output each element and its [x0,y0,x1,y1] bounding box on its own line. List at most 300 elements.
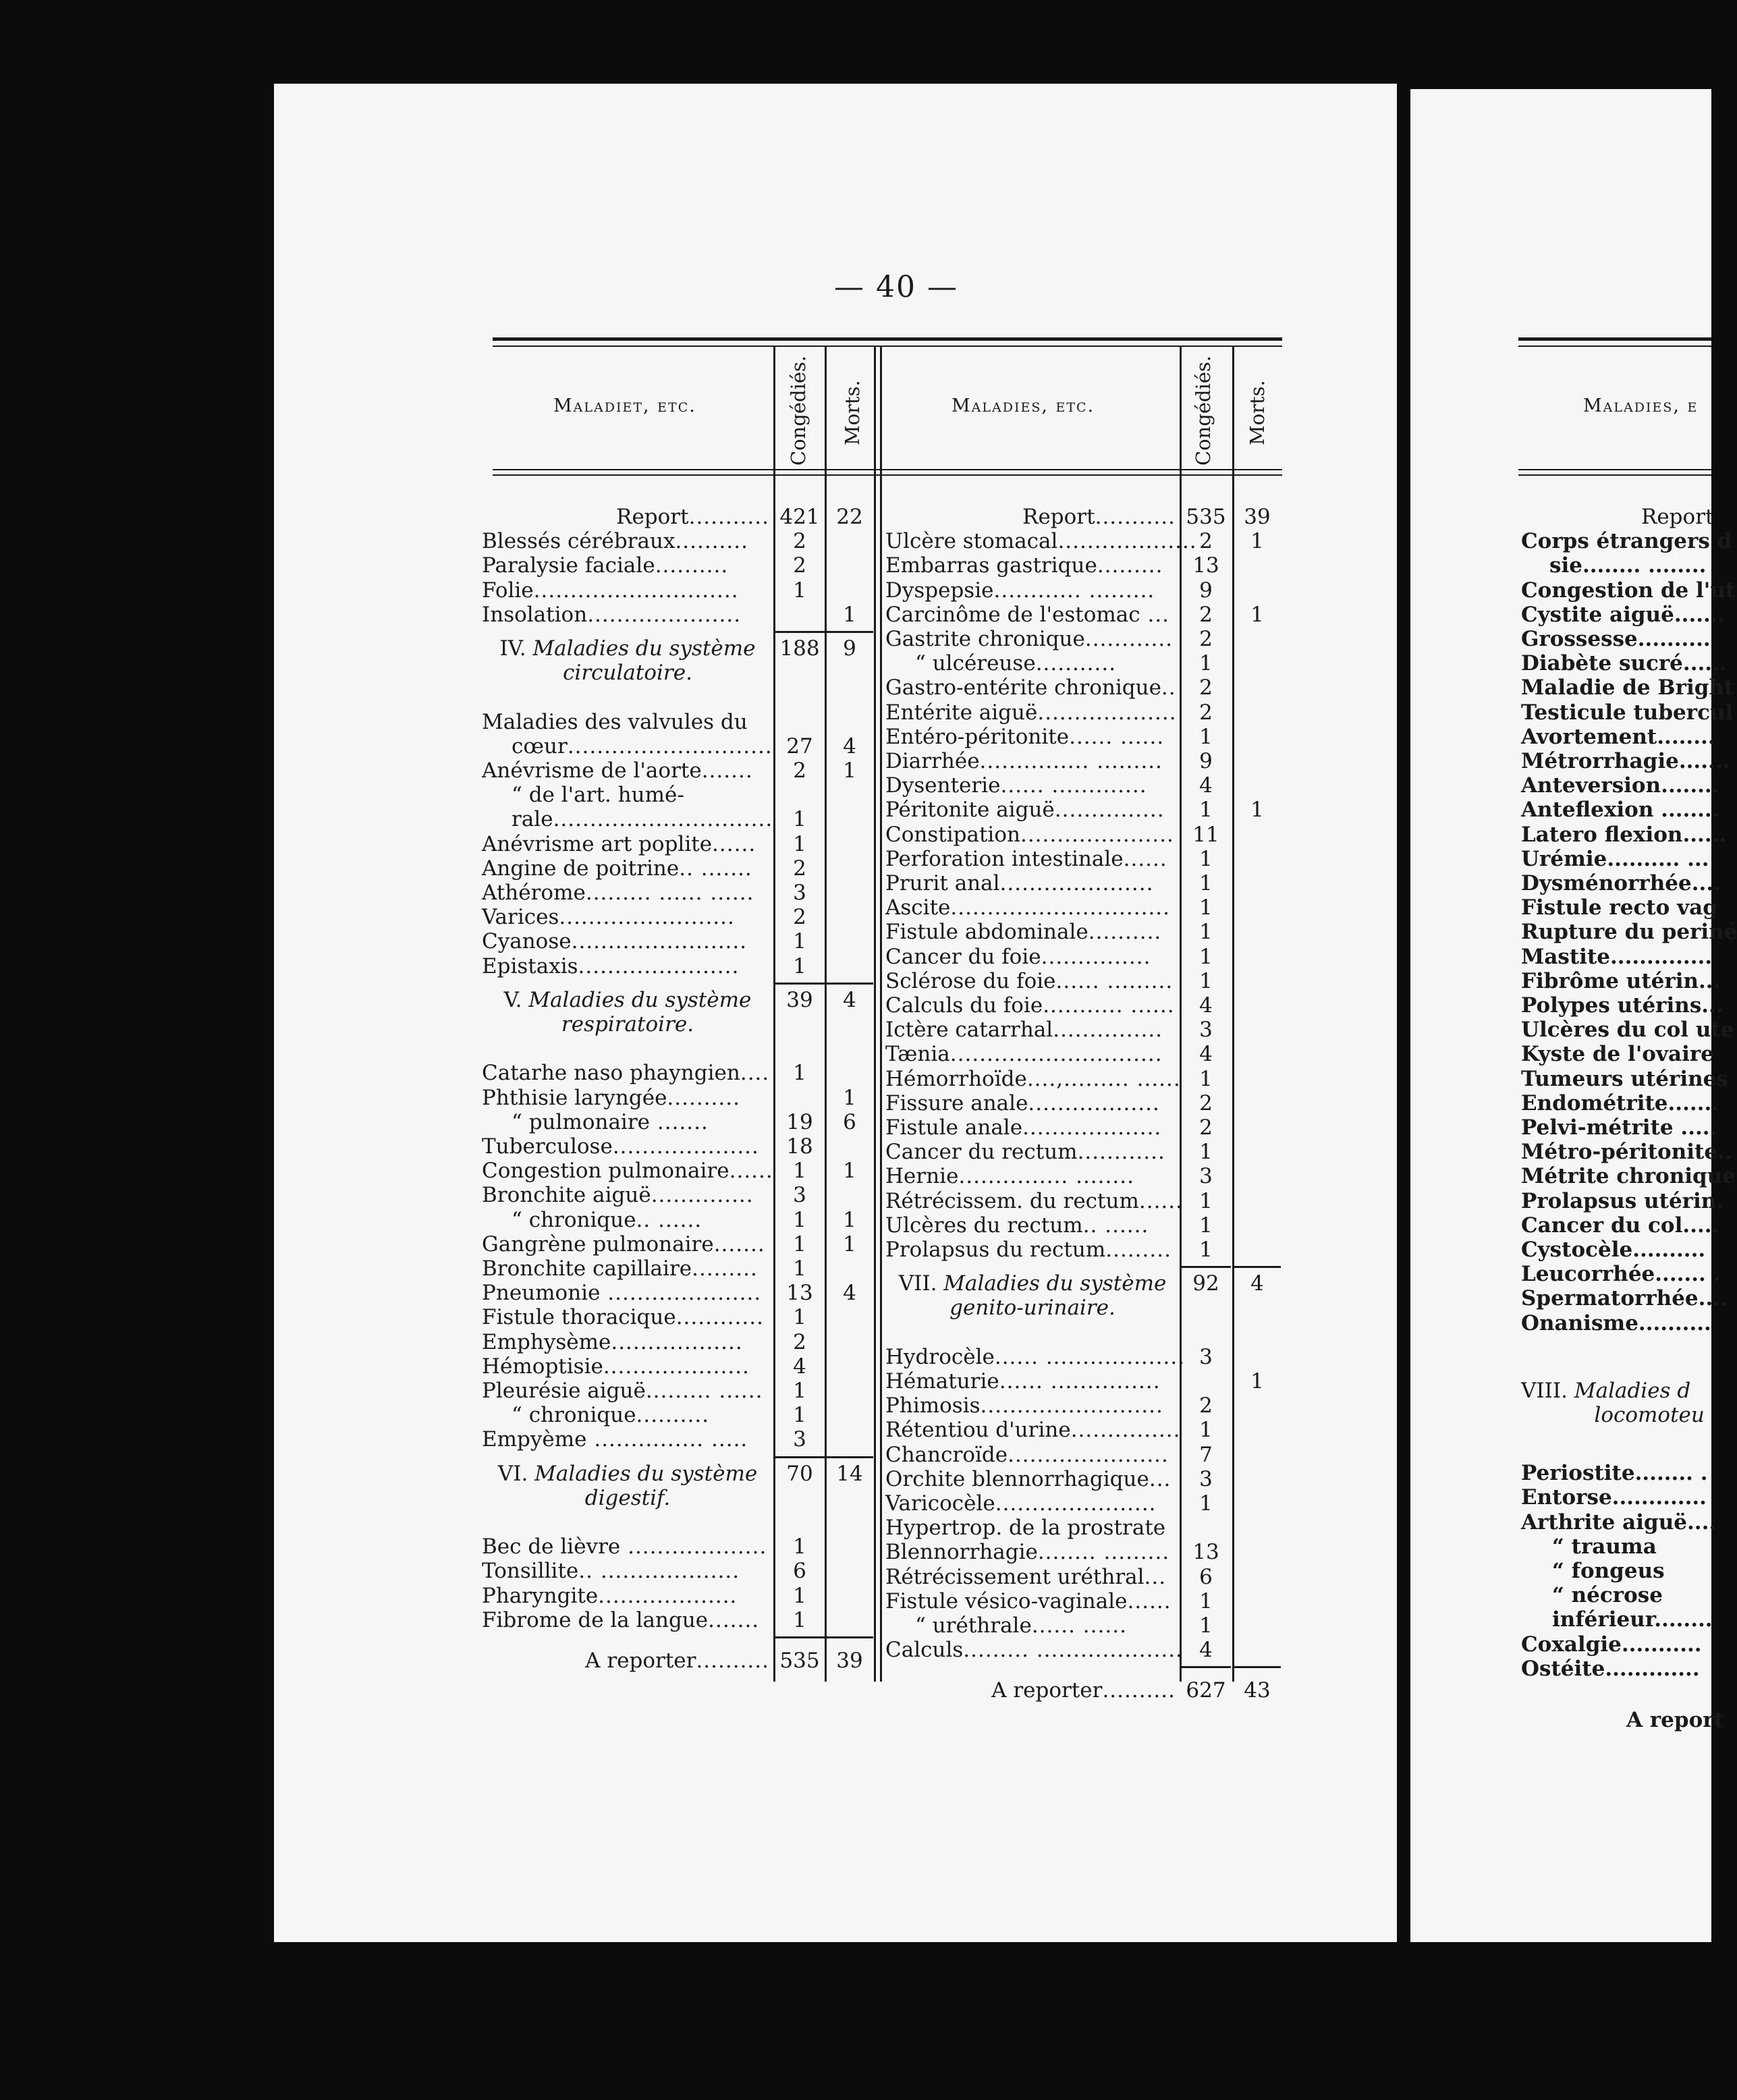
leader-dots: ................... [620,1535,767,1559]
congedies-value: 1 [1199,724,1213,749]
congedies-value: 1 [1199,871,1213,895]
congedies-value: 13 [1192,553,1219,578]
right-column-row: Cancer du col..... [1521,1213,1719,1238]
disease-label [482,553,773,578]
congedies-value: 3 [793,881,806,905]
section-congedies-total: 188 [779,636,820,661]
congedies-value: 2 [1199,602,1213,627]
table-row [885,945,1279,969]
right-column-row: inférieur........ [1552,1607,1713,1632]
leader-dots: ....... [701,758,753,783]
label-text: Hémoptisie [482,1354,603,1379]
sum-rule [1181,1666,1231,1668]
leader-dots: ............................ [533,578,739,603]
table-row [482,881,872,905]
label-text: Dysenterie [885,773,1001,798]
section-heading [482,636,773,685]
disease-label [482,1134,773,1159]
disease-label [482,954,773,978]
disease-label [482,758,773,783]
table-row [885,1565,1279,1589]
leader-dots: ............................ [567,734,773,758]
morts-value: 1 [1250,1369,1264,1393]
congedies-value: 2 [793,529,806,554]
sum-rule [1181,1266,1231,1268]
label-text: rale [512,807,553,832]
morts-value: 1 [843,1159,856,1184]
label-text: Tonsillite [482,1559,579,1584]
label-text: Cyanose [482,929,572,954]
table-row [885,1115,1279,1140]
top-rule-thin [493,346,1282,347]
right-column-row: Cystocèle.......... [1521,1238,1706,1262]
table-row [482,832,872,856]
table-row [885,920,1279,944]
label-text: Athérome [482,881,586,905]
disease-label [482,505,773,529]
leader-dots: ...... ...... [1031,1613,1127,1638]
morts-value: 4 [843,1281,856,1306]
right-column-row: Coxalgie........... [1521,1632,1702,1657]
disease-label [885,725,1180,749]
disease-label [885,1067,1180,1091]
congedies-value: 1 [1199,1140,1213,1165]
leader-dots: ....... [713,1232,765,1256]
right-column-row: Onanisme.......... [1521,1310,1711,1335]
leader-dots: .. ....... [679,856,752,881]
label-text: Emphysème [482,1329,611,1354]
disease-label [482,1183,773,1207]
disease-label [885,1467,1180,1491]
label-text: Rétrécissement uréthral [885,1564,1145,1589]
leader-dots: ...... [1138,1188,1183,1213]
table-row [482,1281,872,1305]
congedies-value: 1 [1199,895,1213,920]
col-divider [874,347,876,1682]
section-heading [885,1271,1180,1320]
right-column-row: Dysménorrhée.... [1521,871,1721,895]
table-row [885,675,1279,700]
leader-dots: .......... [1102,1678,1176,1703]
disease-label [885,1369,1180,1393]
table-row [482,1256,872,1281]
label-text: Varicocèle [885,1491,995,1516]
disease-label [482,734,803,758]
section-title: circulatoire. [563,661,692,685]
table-row [482,1608,872,1632]
label-text: A reporter [991,1678,1103,1703]
top-rule-thick [493,337,1282,341]
table-row [482,1330,872,1354]
congedies-value: 1 [1199,1588,1213,1613]
label-text: Congestion pulmonaire [482,1159,729,1184]
congedies-value: 1 [793,1159,806,1184]
label-text: Hémorrhoïde [885,1066,1027,1091]
right-column-header: Maladies, e [1583,395,1699,416]
right-column-row: sie........ ........ [1549,553,1707,578]
disease-label [885,1344,1186,1369]
leader-dots: ..................... [587,602,742,627]
leader-dots: .......... [655,553,729,578]
section-numeral: VI. [497,1461,535,1486]
label-text: Phthisie laryngée [482,1085,667,1110]
disease-label [482,832,773,856]
congedies-value: 13 [1192,1540,1219,1565]
right-column-row: Corps étrangers d [1521,529,1732,554]
disease-label [885,920,1180,944]
label-text: Fistule anale [885,1115,1023,1140]
label-text: Cancer du foie [885,944,1041,969]
congedies-value: 1 [1199,944,1213,969]
leader-dots: ...... [1127,1588,1171,1613]
label-text: Gastro-entérite chronique [885,675,1161,700]
right-column-row: Anteflexion ........ [1521,798,1719,823]
disease-label [885,1164,1180,1188]
sum-rule [826,1456,873,1458]
leader-dots: .................... [603,1354,750,1379]
congedies-value: 1 [793,929,806,954]
congedies-value: 9 [1199,749,1213,773]
leader-dots: ...... ......... [1055,968,1174,993]
page-gutter [1397,84,1410,1942]
congedies-value: 6 [793,1559,806,1584]
congedies-value: 2 [793,905,806,930]
disease-label [482,1256,773,1281]
table-row [482,1584,872,1608]
right-column-row: Métrorrhagie....... [1521,749,1730,773]
label-text: Bec de lièvre [482,1535,621,1559]
section-title: Maladies du système [534,1461,758,1486]
leader-dots: .. [1161,675,1176,700]
table-row [482,553,872,578]
leader-dots: .......... [696,1649,769,1673]
disease-label [885,1042,1180,1066]
leader-dots: ......... ...... [645,1379,763,1403]
right-section-heading [1521,1379,1705,1427]
disease-label [885,1638,1183,1663]
congedies-value: 3 [793,1427,806,1452]
table-row [482,1086,872,1110]
congedies-value: 2 [1199,1393,1213,1418]
label-text: Tænia [885,1042,950,1067]
leader-dots: ......... [692,1256,758,1281]
right-column-row: “ nécrose [1552,1583,1663,1608]
section-congedies-total: 92 [1192,1271,1219,1296]
disease-label [885,1443,1180,1467]
table-row [885,1491,1279,1516]
congedies-value: 4 [1199,993,1213,1018]
leader-dots: ... [1149,1466,1171,1491]
right-column-row: Ulcères du col ute [1521,1018,1734,1043]
morts-value: 1 [843,1207,856,1232]
leader-dots: ...... [729,1159,773,1184]
congedies-value: 4 [1199,1638,1213,1663]
leader-dots: ............... [1070,1418,1181,1443]
congedies-value: 1 [793,1256,806,1281]
label-text: Angine de poitrine [482,856,680,881]
disease-label [885,1516,1180,1540]
section-title: respiratoire. [561,1012,694,1037]
leader-dots: ............ [1084,627,1174,651]
section-morts-total: 14 [836,1461,863,1486]
leader-dots: ...... ............. [1000,773,1147,798]
disease-label [885,1140,1180,1164]
morts-value: 22 [836,505,863,529]
leader-dots: ...... [1123,846,1167,871]
congedies-value: 4 [793,1354,806,1379]
table-row [482,710,872,734]
right-reporter: A report [1626,1708,1724,1732]
congedies-value: 1 [793,807,806,832]
congedies-value: 1 [1199,1491,1213,1516]
left-column-header: Maladiet, etc. [553,395,696,416]
disease-label [482,529,773,553]
leader-dots: ...................... [578,954,740,978]
disease-label [885,553,1180,578]
section-morts-total: 4 [1250,1271,1264,1296]
table-row [482,1208,872,1232]
sum-rule [1234,1666,1281,1668]
label-text: Fibrome de la langue [482,1607,709,1632]
right-column-row: Pelvi-métrite ..... [1521,1115,1717,1140]
indent [1521,1403,1594,1427]
left-morts-header: Morts. [841,380,864,445]
middle-morts-header: Morts. [1246,380,1269,445]
section-title: genito-urinaire. [949,1296,1115,1321]
label-text: Orchite blennorrhagique [885,1466,1149,1491]
leader-dots: ...................... [995,1491,1157,1516]
middle-congedies-header: Congédiés. [1192,355,1215,466]
congedies-value: 1 [1199,1238,1213,1262]
label-text: Blessés cérébraux [482,529,676,554]
section-title: Maladies du système [528,987,752,1012]
congedies-value: 1 [1199,1213,1213,1238]
table-row [885,1345,1279,1369]
leader-dots: ............ ......... [993,578,1155,603]
label-text: Paralysie faciale [482,553,655,578]
label-text: Chancroïde [885,1442,1008,1467]
leader-dots: ............ [676,1305,764,1330]
right-header-rule-2 [1518,474,1711,476]
congedies-value: 1 [793,1403,806,1428]
leader-dots: .............................. [950,895,1171,920]
disease-label [885,871,1180,895]
morts-value: 1 [843,602,856,627]
congedies-value: 2 [1199,529,1213,554]
section-title: Maladies d [1574,1378,1691,1403]
table-row [885,969,1279,993]
congedies-value: 1 [793,1207,806,1232]
section-numeral: V. [503,987,529,1012]
leader-dots: ... [1140,602,1170,627]
congedies-value: 1 [1199,968,1213,993]
leader-dots: .................... [612,1134,759,1159]
leader-dots: .. ...... [636,1207,702,1232]
disease-label [482,1584,773,1608]
report-row [885,505,1279,529]
table-row [885,1613,1279,1638]
leader-dots: .............................. [553,807,773,832]
table-row [885,700,1279,725]
table-row [482,1061,872,1085]
leader-dots: ........... [1035,651,1117,676]
right-column-row: Fibrôme utérin... [1521,968,1721,993]
disease-label [885,1565,1180,1589]
label-text: Prurit anal [885,871,1000,895]
disease-label [885,749,1180,773]
table-row [482,1379,872,1403]
leader-dots: ......... .................... [963,1638,1183,1663]
leader-dots: ............ [1077,1140,1165,1165]
sum-rule [826,631,873,633]
table-row [885,578,1279,603]
disease-label [482,1232,773,1256]
leader-dots: ...... ...... [1069,724,1165,749]
col-divider [880,347,882,1682]
leader-dots: ......................... [980,1393,1163,1418]
right-column-row: Arthrite aiguë.... [1521,1510,1717,1535]
label-text: Catarhe naso phayngien [482,1061,740,1086]
table-row [885,651,1279,675]
congedies-value: 1 [793,1061,806,1086]
label-text: Anévrisme de l'aorte [482,758,702,783]
reporter-row [885,1678,1279,1703]
right-column-row: Spermatorrhée.... [1521,1286,1728,1311]
disease-label [885,773,1180,798]
leader-dots: ...... ................... [994,1344,1186,1369]
right-column-row: Latero flexion...... [1521,822,1727,847]
disease-label [885,1091,1180,1115]
disease-label [885,945,1180,969]
disease-label [885,1491,1180,1516]
disease-label [482,578,773,603]
table-row [885,798,1279,822]
leader-dots: ............... ..... [586,1427,748,1452]
disease-label [885,505,1180,529]
congedies-value: 1 [1199,1613,1213,1638]
label-text: “ de l'art. humé- [512,783,684,808]
congedies-value: 1 [1199,651,1213,676]
table-row [885,1393,1279,1418]
morts-value: 1 [1250,798,1264,823]
label-text: Hernie [885,1164,959,1189]
label-text: Embarras gastrique [885,553,1097,578]
right-column-row: “ trauma [1552,1534,1657,1559]
morts-value: 1 [843,1232,856,1256]
label-text: Bronchite aiguë [482,1183,651,1208]
disease-label [885,627,1180,651]
leader-dots: ............... [1054,798,1165,823]
table-row [482,954,872,978]
label-text: Ulcère stomacal [885,529,1058,554]
congedies-value: 2 [1199,1090,1213,1115]
label-text: Péritonite aiguë [885,798,1055,823]
label-text: Report [1022,505,1095,529]
leader-dots: .......... [1088,920,1162,945]
sum-rule [775,1456,825,1458]
congedies-value: 3 [1199,1466,1213,1491]
leader-dots: ......... [1105,1238,1171,1262]
disease-label [885,1418,1180,1442]
table-row [885,1443,1279,1467]
table-row [482,807,872,831]
congedies-value: 535 [1186,505,1226,529]
leader-dots: ........... [1095,505,1176,529]
disease-label [482,603,773,627]
disease-label [482,1086,773,1110]
table-row [885,627,1279,651]
right-column-row: Prolapsus utérin. [1521,1188,1724,1213]
table-row [482,783,872,807]
congedies-value: 1 [1199,846,1213,871]
right-column-row: Rupture du periné [1521,920,1737,945]
right-top-rule-thick [1518,337,1711,341]
congedies-value: 421 [779,505,820,529]
leader-dots: ................... [1022,1115,1162,1140]
morts-value: 1 [843,758,856,783]
table-row [885,725,1279,749]
right-column-row: Cystite aiguë....... [1521,602,1726,627]
disease-label [885,1589,1180,1613]
disease-label [482,710,773,734]
label-text: Calculs du foie [885,993,1043,1018]
disease-label [482,929,773,954]
right-column-row: Avortement........ [1521,724,1715,749]
table-row [885,1067,1279,1091]
leader-dots: ..................... [600,1281,762,1306]
disease-label [885,823,1180,847]
right-column-row: Polypes utérins... [1521,993,1724,1018]
left-congedies-header: Congédiés. [787,355,810,466]
congedies-value: 1 [793,954,806,978]
right-column-row: Congestion de l'ut [1521,578,1736,603]
label-text: Entérite aiguë [885,700,1038,725]
leader-dots: ......... [1097,553,1163,578]
section-congedies-total: 70 [786,1461,813,1486]
right-column-row: Entorse............. [1521,1485,1707,1510]
morts-value: 39 [836,1649,863,1673]
label-text: cœur [512,734,568,758]
label-text: Fistule vésico-vaginale [885,1588,1128,1613]
label-text: Rétrécissem. du rectum [885,1188,1139,1213]
congedies-value: 1 [793,831,806,856]
congedies-value: 27 [786,734,813,758]
morts-value: 1 [843,1085,856,1110]
leader-dots: ..................... [999,871,1154,895]
section-congedies-total: 39 [786,987,813,1012]
leader-dots: ..................... [1020,822,1174,847]
congedies-value: 3 [1199,1018,1213,1043]
table-row [482,905,872,929]
table-row [885,1042,1279,1066]
leader-dots: ............... [1041,944,1151,969]
section-title: digestif. [584,1485,671,1510]
section-morts-total: 4 [843,987,856,1012]
table-row [885,1164,1279,1188]
right-column-row: Testicule tubercul [1521,700,1734,725]
congedies-value: 1 [793,1305,806,1330]
label-text: Blennorrhagie [885,1540,1038,1565]
table-row [885,773,1279,798]
right-column-row: Métrite chronique [1521,1164,1736,1189]
reporter-row [482,1649,872,1673]
table-row [885,1418,1279,1442]
congedies-value: 6 [1199,1564,1213,1589]
label-text: Dyspepsie [885,578,994,603]
leader-dots: ... [1144,1564,1167,1589]
leader-dots: .................. [1028,1090,1160,1115]
label-text: Hypertrop. de la prostrate [885,1516,1166,1541]
